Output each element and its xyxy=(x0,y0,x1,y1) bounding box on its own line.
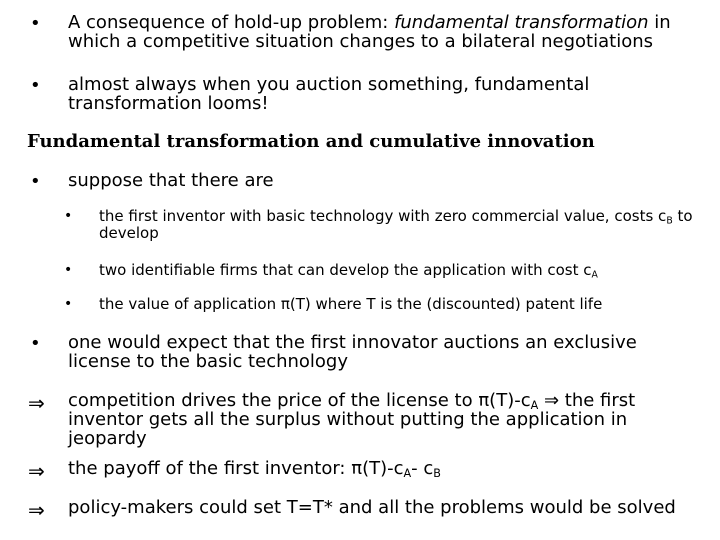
implies-arrow-icon: ⇒ xyxy=(28,459,45,483)
pi-symbol: π xyxy=(280,295,290,313)
pi-symbol: π xyxy=(478,390,490,411)
implication-text: competition drives the price of the license to $\pi(T)-c_A$ ⇒ the first inventor gets all the surplus without putting the application in jeopardy xyxy=(68,390,636,449)
sub-bullet-text: the first inventor with basic technology with zero commercial value, costs $c_B$ to develop xyxy=(99,207,693,242)
bullet-marker: • xyxy=(30,13,41,34)
implies-arrow-icon: ⇒ xyxy=(28,391,45,415)
implication-text: the payoff of the first inventor: $\pi(T)-c_A-$ $c_B$ xyxy=(68,458,441,480)
sub-bullet-marker: • xyxy=(64,208,73,224)
section-heading: Fundamental transformation and cumulative innovation xyxy=(27,131,595,152)
bullet-text: almost always when you auction something, fundamental transformation looms! xyxy=(68,74,590,114)
sub-bullet-marker: • xyxy=(64,296,73,312)
sub-bullet-marker: • xyxy=(64,262,73,278)
bullet-text: one would expect that the first innovator auctions an exclusive license to the basic technology xyxy=(68,332,637,372)
bullet-marker: • xyxy=(30,75,41,96)
bullet-marker: • xyxy=(30,333,41,354)
implies-arrow-icon: ⇒ xyxy=(538,390,565,411)
sub-bullet-text: the value of application π(T) where T is the (discounted) patent life xyxy=(99,295,603,313)
bullet-text: suppose that there are xyxy=(68,170,274,191)
sub-bullet-text: two identifiable firms that can develop the application with cost $c_A$ xyxy=(99,261,598,281)
pi-symbol: π xyxy=(351,458,363,479)
implication-text: policy-makers could set T=T* and all the problems would be solved xyxy=(68,497,676,518)
italic-term: fundamental transformation xyxy=(394,12,649,33)
bullet-text: A consequence of hold-up problem: fundamental transformation in which a competitive situation changes to a bilateral negotiations xyxy=(68,12,671,52)
bullet-marker: • xyxy=(30,171,41,192)
implies-arrow-icon: ⇒ xyxy=(28,498,45,522)
